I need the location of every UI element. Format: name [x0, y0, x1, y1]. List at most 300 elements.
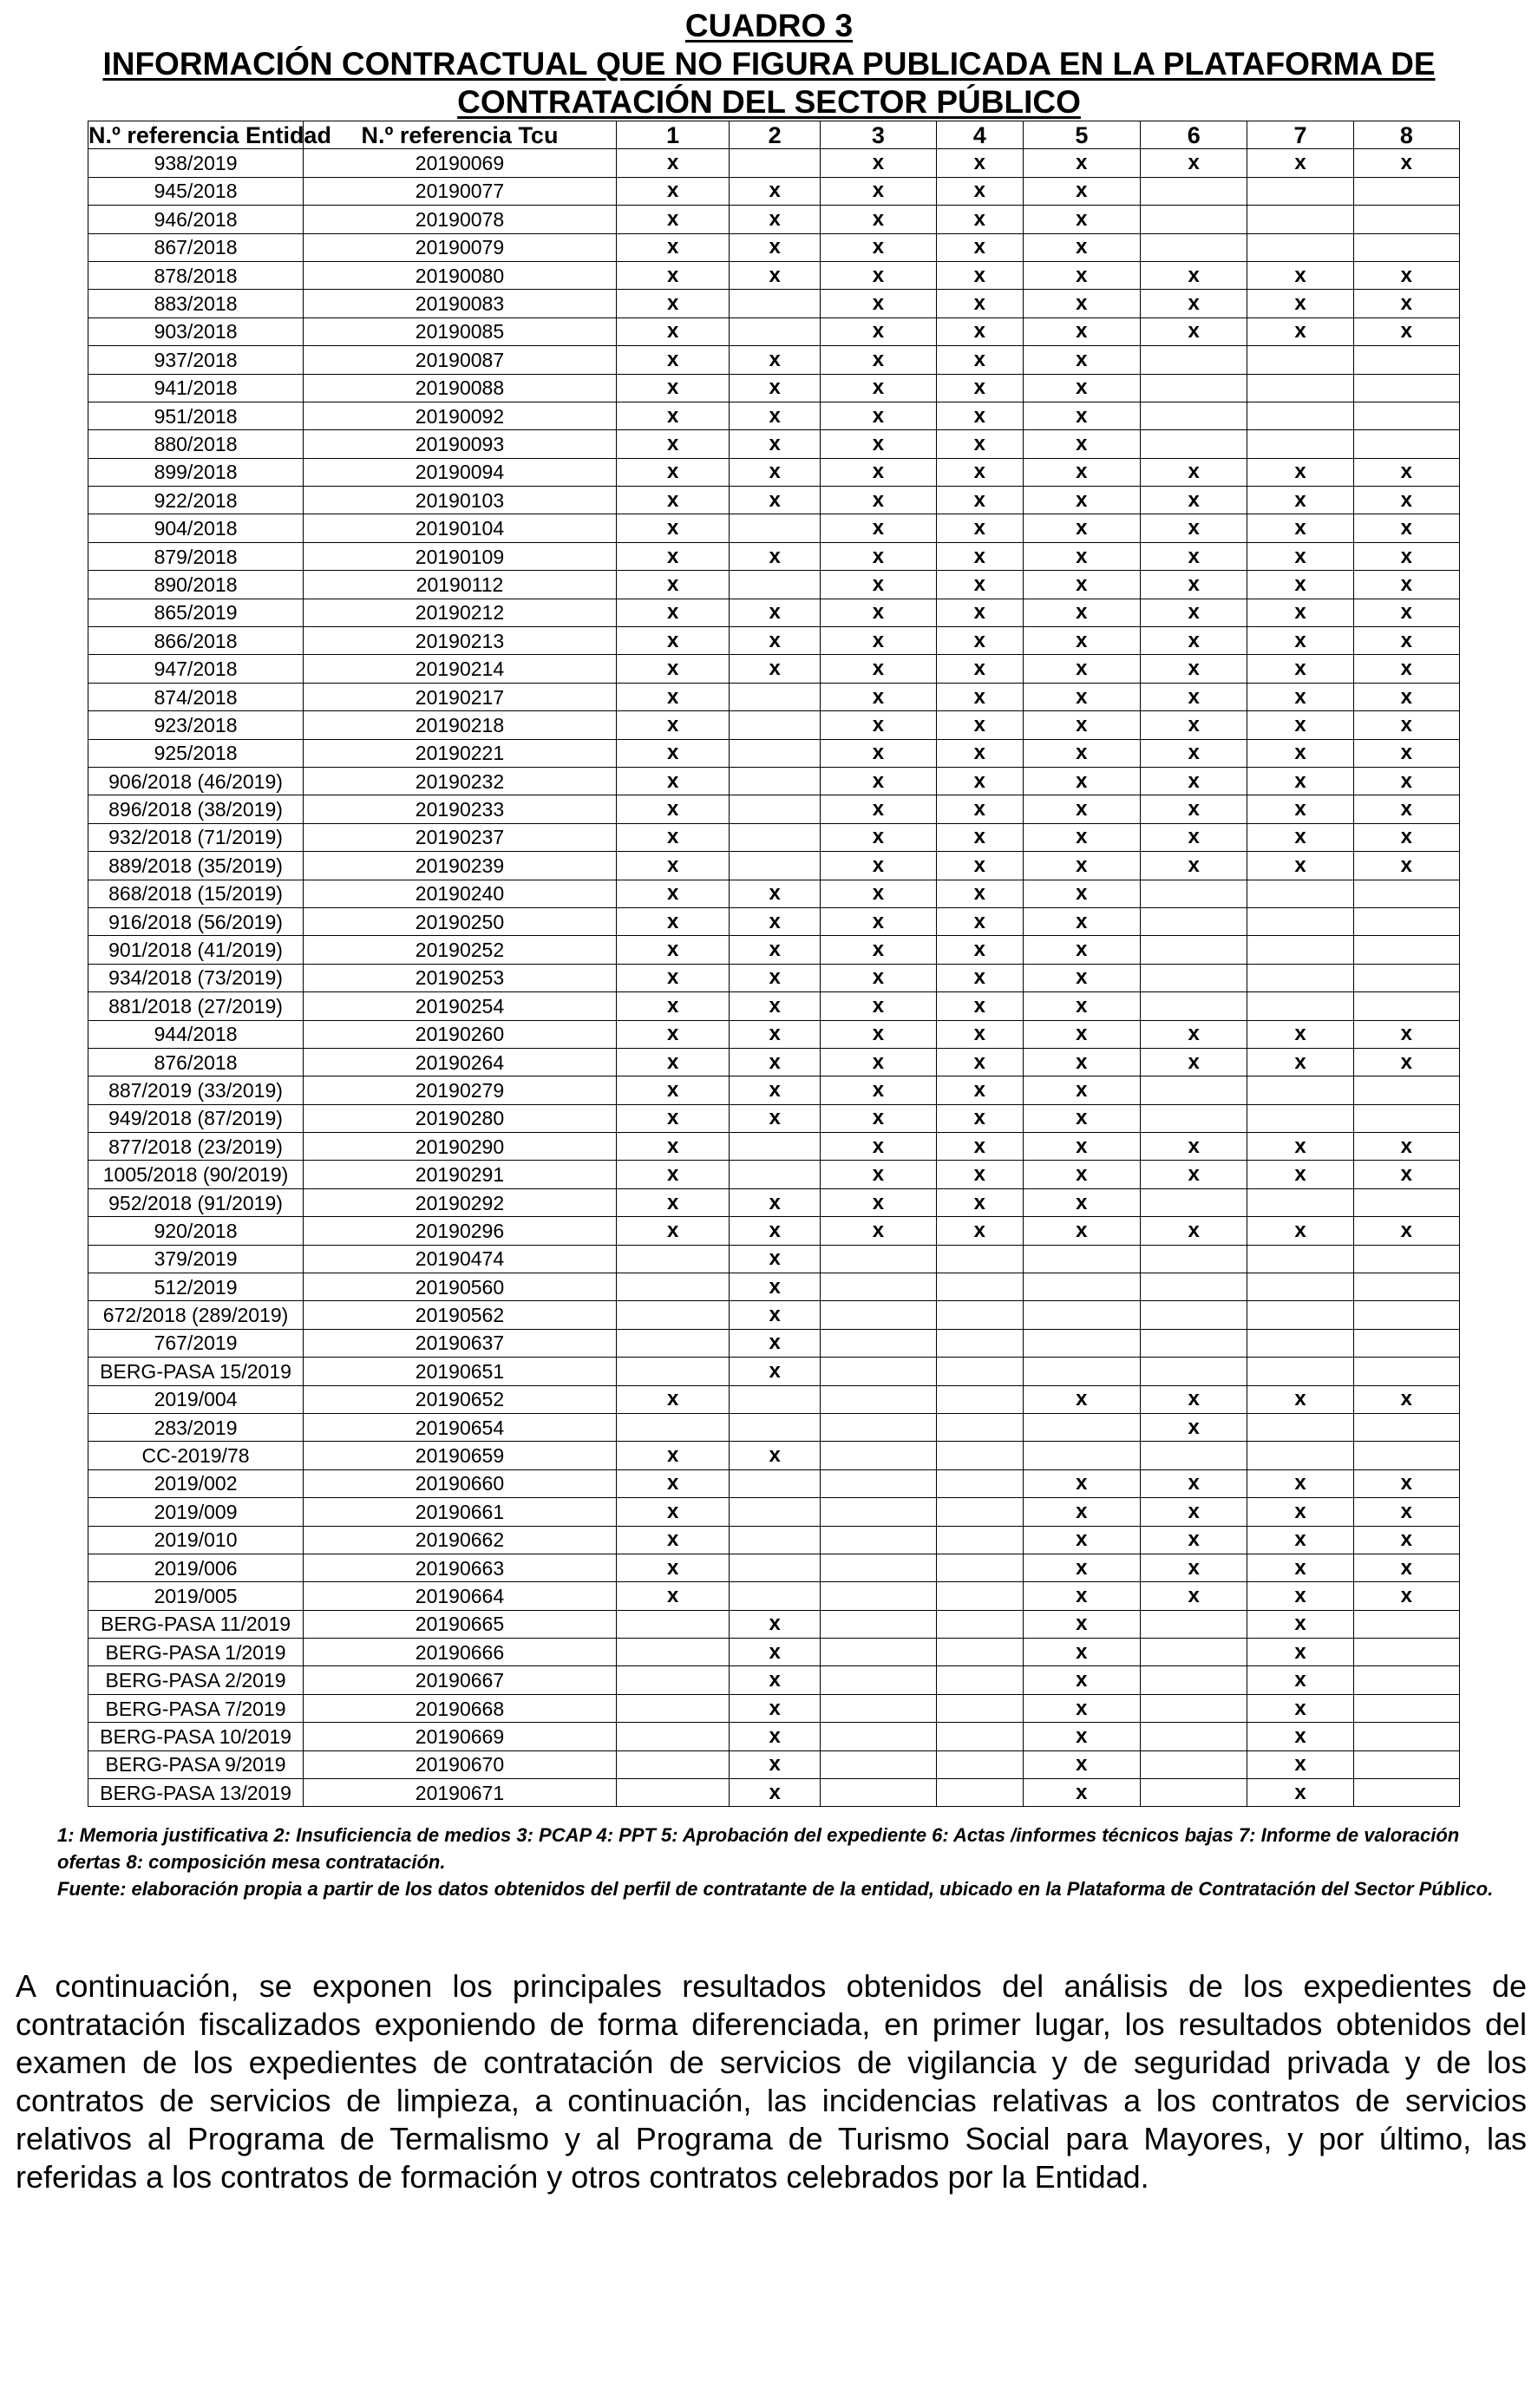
mark-cell-1: x [616, 683, 730, 710]
entity-ref-cell: 2019/006 [88, 1554, 304, 1581]
mark-cell-7: x [1247, 795, 1353, 823]
table-row [88, 1526, 1460, 1554]
mark-cell-1: x [616, 346, 730, 374]
mark-cell-4: x [937, 936, 1024, 964]
entity-ref-cell: 2019/004 [88, 1385, 304, 1413]
entity-ref-cell: BERG-PASA 2/2019 [88, 1666, 304, 1694]
table-row [88, 1582, 1460, 1610]
entity-ref-cell: 887/2019 (33/2019) [88, 1076, 304, 1104]
mark-cell-4 [937, 1413, 1024, 1441]
entity-ref-cell: 941/2018 [88, 374, 304, 402]
entity-ref-cell: 876/2018 [88, 1048, 304, 1076]
mark-cell-8 [1353, 1076, 1459, 1104]
mark-cell-3: x [820, 290, 936, 317]
mark-cell-7: x [1247, 627, 1353, 655]
mark-cell-4 [937, 1442, 1024, 1469]
mark-cell-6: x [1140, 599, 1247, 626]
mark-cell-1 [616, 1750, 730, 1778]
mark-cell-6 [1140, 964, 1247, 991]
mark-cell-3: x [820, 655, 936, 683]
entity-ref-cell: 890/2018 [88, 571, 304, 599]
mark-cell-4 [937, 1385, 1024, 1413]
mark-cell-4: x [937, 992, 1024, 1020]
tcu-ref-cell: 20190221 [304, 739, 617, 767]
mark-cell-8: x [1353, 542, 1459, 570]
table-row [88, 149, 1460, 177]
table-row [88, 767, 1460, 795]
mark-cell-5: x [1023, 1750, 1140, 1778]
entity-ref-cell: 1005/2018 (90/2019) [88, 1161, 304, 1188]
header-col-5: 5 [1023, 121, 1140, 149]
mark-cell-6: x [1140, 1048, 1247, 1076]
mark-cell-3 [820, 1329, 936, 1357]
mark-cell-3: x [820, 683, 936, 710]
mark-cell-1: x [616, 795, 730, 823]
mark-cell-1 [616, 1358, 730, 1385]
mark-cell-5: x [1023, 430, 1140, 458]
mark-cell-4: x [937, 346, 1024, 374]
mark-cell-4: x [937, 964, 1024, 991]
mark-cell-3 [820, 1245, 936, 1273]
mark-cell-8: x [1353, 1498, 1459, 1526]
mark-cell-1 [616, 1779, 730, 1807]
tcu-ref-cell: 20190279 [304, 1076, 617, 1104]
mark-cell-8 [1353, 1329, 1459, 1357]
mark-cell-8: x [1353, 1582, 1459, 1610]
mark-cell-6: x [1140, 683, 1247, 710]
mark-cell-5: x [1023, 487, 1140, 514]
mark-cell-3: x [820, 233, 936, 261]
tcu-ref-cell: 20190233 [304, 795, 617, 823]
mark-cell-8 [1353, 1245, 1459, 1273]
mark-cell-2: x [730, 206, 820, 233]
mark-cell-7 [1247, 1413, 1353, 1441]
table-row [88, 1554, 1460, 1581]
mark-cell-1 [616, 1610, 730, 1638]
mark-cell-3: x [820, 206, 936, 233]
mark-cell-3: x [820, 907, 936, 935]
entity-ref-cell: 878/2018 [88, 261, 304, 289]
mark-cell-4: x [937, 317, 1024, 345]
mark-cell-4 [937, 1329, 1024, 1357]
table-row [88, 964, 1460, 991]
table-caption [0, 7, 1538, 121]
mark-cell-4 [937, 1779, 1024, 1807]
mark-cell-8 [1353, 880, 1459, 907]
mark-cell-4 [937, 1610, 1024, 1638]
tcu-ref-cell: 20190659 [304, 1442, 617, 1469]
mark-cell-3: x [820, 1020, 936, 1048]
entity-ref-cell: 2019/009 [88, 1498, 304, 1526]
mark-cell-5: x [1023, 1469, 1140, 1497]
mark-cell-5: x [1023, 514, 1140, 542]
table-row [88, 1245, 1460, 1273]
mark-cell-3 [820, 1554, 936, 1581]
tcu-ref-cell: 20190252 [304, 936, 617, 964]
mark-cell-5: x [1023, 823, 1140, 851]
mark-cell-5: x [1023, 1161, 1140, 1188]
mark-cell-2 [730, 1413, 820, 1441]
mark-cell-5: x [1023, 206, 1140, 233]
mark-cell-7: x [1247, 1694, 1353, 1722]
mark-cell-4: x [937, 1048, 1024, 1076]
mark-cell-1: x [616, 149, 730, 177]
mark-cell-2 [730, 1554, 820, 1581]
mark-cell-4: x [937, 880, 1024, 907]
body-paragraph: A continuación, se exponen los principales resultados obtenidos del análisis de los expedientes de contratación fiscalizados exponiendo de forma diferenciada, en primer lugar, los resultados obtenidos del examen de los expedientes de contratación de servicios de vigilancia y de seguridad privada y de los contratos de servicios de limpieza, a continuación, las incidencias relativas a los contratos de servicios relativos al Programa de Termalismo y al Programa de Turismo Social para Mayores, y por último, las referidas a los contratos de formación y otros contratos celebrados por la Entidad. [16, 1968, 1527, 2195]
mark-cell-2: x [730, 1076, 820, 1104]
mark-cell-5 [1023, 1329, 1140, 1357]
mark-cell-7: x [1247, 1469, 1353, 1497]
entity-ref-cell: 866/2018 [88, 627, 304, 655]
tcu-ref-cell: 20190663 [304, 1554, 617, 1581]
tcu-ref-cell: 20190087 [304, 346, 617, 374]
mark-cell-4: x [937, 1188, 1024, 1216]
mark-cell-6 [1140, 1610, 1247, 1638]
entity-ref-cell: 925/2018 [88, 739, 304, 767]
mark-cell-4: x [937, 430, 1024, 458]
table-row [88, 1104, 1460, 1132]
mark-cell-7: x [1247, 1554, 1353, 1581]
mark-cell-6: x [1140, 1217, 1247, 1245]
mark-cell-1: x [616, 233, 730, 261]
mark-cell-2 [730, 1469, 820, 1497]
entity-ref-cell: BERG-PASA 9/2019 [88, 1750, 304, 1778]
tcu-ref-cell: 20190660 [304, 1469, 617, 1497]
mark-cell-1: x [616, 852, 730, 880]
tcu-ref-cell: 20190654 [304, 1413, 617, 1441]
mark-cell-8 [1353, 1413, 1459, 1441]
mark-cell-3: x [820, 627, 936, 655]
mark-cell-3: x [820, 1048, 936, 1076]
mark-cell-8: x [1353, 1161, 1459, 1188]
entity-ref-cell: 944/2018 [88, 1020, 304, 1048]
mark-cell-1 [616, 1639, 730, 1666]
mark-cell-1: x [616, 458, 730, 486]
mark-cell-7: x [1247, 767, 1353, 795]
mark-cell-5: x [1023, 1188, 1140, 1216]
mark-cell-5 [1023, 1413, 1140, 1441]
mark-cell-8 [1353, 964, 1459, 991]
header-col-7: 7 [1247, 121, 1353, 149]
tcu-ref-cell: 20190080 [304, 261, 617, 289]
entity-ref-cell: BERG-PASA 1/2019 [88, 1639, 304, 1666]
mark-cell-4 [937, 1639, 1024, 1666]
mark-cell-2: x [730, 1245, 820, 1273]
mark-cell-7: x [1247, 487, 1353, 514]
mark-cell-5: x [1023, 290, 1140, 317]
caption-title-line-2: CONTRATACIÓN DEL SECTOR PÚBLICO [457, 84, 1081, 120]
mark-cell-6: x [1140, 487, 1247, 514]
table-row [88, 1301, 1460, 1329]
mark-cell-3: x [820, 374, 936, 402]
entity-ref-cell: 2019/010 [88, 1526, 304, 1554]
tcu-ref-cell: 20190290 [304, 1133, 617, 1161]
mark-cell-3: x [820, 514, 936, 542]
tcu-ref-cell: 20190668 [304, 1694, 617, 1722]
mark-cell-2: x [730, 233, 820, 261]
mark-cell-6: x [1140, 542, 1247, 570]
mark-cell-4 [937, 1301, 1024, 1329]
mark-cell-1: x [616, 1526, 730, 1554]
mark-cell-2: x [730, 880, 820, 907]
mark-cell-2 [730, 290, 820, 317]
tcu-ref-cell: 20190292 [304, 1188, 617, 1216]
mark-cell-4 [937, 1750, 1024, 1778]
entity-ref-cell: 2019/002 [88, 1469, 304, 1497]
mark-cell-4: x [937, 542, 1024, 570]
mark-cell-8 [1353, 1301, 1459, 1329]
mark-cell-8: x [1353, 823, 1459, 851]
mark-cell-6 [1140, 1273, 1247, 1301]
entity-ref-cell: 874/2018 [88, 683, 304, 710]
mark-cell-7 [1247, 936, 1353, 964]
mark-cell-5: x [1023, 346, 1140, 374]
mark-cell-8 [1353, 936, 1459, 964]
entity-ref-cell: 879/2018 [88, 542, 304, 570]
mark-cell-6 [1140, 206, 1247, 233]
mark-cell-5: x [1023, 964, 1140, 991]
entity-ref-cell: 896/2018 (38/2019) [88, 795, 304, 823]
mark-cell-3 [820, 1750, 936, 1778]
mark-cell-8 [1353, 1723, 1459, 1750]
tcu-ref-cell: 20190662 [304, 1526, 617, 1554]
mark-cell-2: x [730, 907, 820, 935]
mark-cell-6 [1140, 1750, 1247, 1778]
mark-cell-3: x [820, 964, 936, 991]
mark-cell-3: x [820, 261, 936, 289]
mark-cell-5: x [1023, 627, 1140, 655]
mark-cell-2 [730, 767, 820, 795]
table-row [88, 1385, 1460, 1413]
tcu-ref-cell: 20190094 [304, 458, 617, 486]
mark-cell-7: x [1247, 317, 1353, 345]
mark-cell-8: x [1353, 571, 1459, 599]
mark-cell-6: x [1140, 1498, 1247, 1526]
table-row [88, 261, 1460, 289]
mark-cell-5 [1023, 1301, 1140, 1329]
mark-cell-4 [937, 1526, 1024, 1554]
mark-cell-4: x [937, 767, 1024, 795]
mark-cell-7: x [1247, 711, 1353, 739]
mark-cell-6: x [1140, 627, 1247, 655]
mark-cell-3: x [820, 795, 936, 823]
mark-cell-1: x [616, 655, 730, 683]
table-row [88, 823, 1460, 851]
tcu-ref-cell: 20190092 [304, 402, 617, 429]
mark-cell-7: x [1247, 599, 1353, 626]
mark-cell-6 [1140, 233, 1247, 261]
mark-cell-2: x [730, 402, 820, 429]
mark-cell-1: x [616, 290, 730, 317]
mark-cell-4: x [937, 739, 1024, 767]
tcu-ref-cell: 20190291 [304, 1161, 617, 1188]
mark-cell-1: x [616, 627, 730, 655]
mark-cell-4: x [937, 599, 1024, 626]
table-row [88, 1469, 1460, 1497]
mark-cell-4: x [937, 1161, 1024, 1188]
mark-cell-1: x [616, 1161, 730, 1188]
mark-cell-2 [730, 1582, 820, 1610]
tcu-ref-cell: 20190264 [304, 1048, 617, 1076]
mark-cell-6: x [1140, 655, 1247, 683]
mark-cell-1: x [616, 964, 730, 991]
mark-cell-5: x [1023, 1610, 1140, 1638]
mark-cell-5: x [1023, 767, 1140, 795]
tcu-ref-cell: 20190671 [304, 1779, 617, 1807]
mark-cell-5 [1023, 1442, 1140, 1469]
mark-cell-3: x [820, 936, 936, 964]
mark-cell-4: x [937, 149, 1024, 177]
entity-ref-cell: 512/2019 [88, 1273, 304, 1301]
table-row [88, 514, 1460, 542]
mark-cell-8 [1353, 430, 1459, 458]
mark-cell-2 [730, 1526, 820, 1554]
mark-cell-5: x [1023, 739, 1140, 767]
mark-cell-4: x [937, 655, 1024, 683]
mark-cell-7 [1247, 992, 1353, 1020]
tcu-ref-cell: 20190280 [304, 1104, 617, 1132]
tcu-ref-cell: 20190637 [304, 1329, 617, 1357]
mark-cell-6 [1140, 936, 1247, 964]
mark-cell-8 [1353, 1610, 1459, 1638]
mark-cell-2 [730, 739, 820, 767]
table-row [88, 571, 1460, 599]
entity-ref-cell: 906/2018 (46/2019) [88, 767, 304, 795]
table-row [88, 1217, 1460, 1245]
mark-cell-6: x [1140, 1020, 1247, 1048]
mark-cell-8: x [1353, 149, 1459, 177]
mark-cell-7: x [1247, 1639, 1353, 1666]
table-header-row [88, 121, 1460, 149]
mark-cell-8 [1353, 233, 1459, 261]
mark-cell-2: x [730, 1779, 820, 1807]
table-row [88, 487, 1460, 514]
tcu-ref-cell: 20190212 [304, 599, 617, 626]
mark-cell-7 [1247, 880, 1353, 907]
entity-ref-cell: 881/2018 (27/2019) [88, 992, 304, 1020]
mark-cell-2 [730, 317, 820, 345]
mark-cell-7: x [1247, 1779, 1353, 1807]
mark-cell-5: x [1023, 1723, 1140, 1750]
entity-ref-cell: 949/2018 (87/2019) [88, 1104, 304, 1132]
mark-cell-1: x [616, 1188, 730, 1216]
mark-cell-8 [1353, 346, 1459, 374]
entity-ref-cell: BERG-PASA 13/2019 [88, 1779, 304, 1807]
mark-cell-2: x [730, 1442, 820, 1469]
table-row [88, 1076, 1460, 1104]
mark-cell-7: x [1247, 1750, 1353, 1778]
mark-cell-4: x [937, 683, 1024, 710]
table-row [88, 1273, 1460, 1301]
mark-cell-2: x [730, 627, 820, 655]
tcu-ref-cell: 20190078 [304, 206, 617, 233]
tcu-ref-cell: 20190664 [304, 1582, 617, 1610]
mark-cell-7: x [1247, 739, 1353, 767]
mark-cell-5: x [1023, 795, 1140, 823]
mark-cell-5: x [1023, 1498, 1140, 1526]
mark-cell-2 [730, 795, 820, 823]
mark-cell-7 [1247, 374, 1353, 402]
mark-cell-4: x [937, 1133, 1024, 1161]
mark-cell-2: x [730, 374, 820, 402]
mark-cell-2 [730, 149, 820, 177]
mark-cell-5: x [1023, 571, 1140, 599]
mark-cell-3: x [820, 739, 936, 767]
mark-cell-5: x [1023, 936, 1140, 964]
mark-cell-6: x [1140, 458, 1247, 486]
mark-cell-6: x [1140, 1469, 1247, 1497]
tcu-ref-cell: 20190214 [304, 655, 617, 683]
mark-cell-8 [1353, 907, 1459, 935]
mark-cell-7: x [1247, 542, 1353, 570]
mark-cell-5: x [1023, 1554, 1140, 1581]
tcu-ref-cell: 20190232 [304, 767, 617, 795]
tcu-ref-cell: 20190652 [304, 1385, 617, 1413]
mark-cell-7 [1247, 177, 1353, 205]
mark-cell-2 [730, 711, 820, 739]
mark-cell-6: x [1140, 149, 1247, 177]
mark-cell-3: x [820, 571, 936, 599]
mark-cell-7 [1247, 907, 1353, 935]
mark-cell-3: x [820, 1104, 936, 1132]
mark-cell-5: x [1023, 1076, 1140, 1104]
mark-cell-1: x [616, 1020, 730, 1048]
mark-cell-4: x [937, 627, 1024, 655]
mark-cell-1: x [616, 487, 730, 514]
tcu-ref-cell: 20190665 [304, 1610, 617, 1638]
caption-title-line-1: INFORMACIÓN CONTRACTUAL QUE NO FIGURA PUBLICADA EN LA PLATAFORMA DE [102, 46, 1436, 82]
mark-cell-6 [1140, 992, 1247, 1020]
header-col-1: 1 [616, 121, 730, 149]
tcu-ref-cell: 20190217 [304, 683, 617, 710]
mark-cell-1 [616, 1666, 730, 1694]
table-row [88, 599, 1460, 626]
mark-cell-8: x [1353, 1217, 1459, 1245]
tcu-ref-cell: 20190666 [304, 1639, 617, 1666]
mark-cell-5: x [1023, 711, 1140, 739]
mark-cell-1: x [616, 711, 730, 739]
mark-cell-1: x [616, 1048, 730, 1076]
legend-note: 1: Memoria justificativa 2: Insuficiencia de medios 3: PCAP 4: PPT 5: Aprobación del expediente 6: Actas /informes técnicos bajas 7: Informe de valoración ofertas 8: composición mesa contratación. [57, 1824, 1460, 1873]
mark-cell-8: x [1353, 290, 1459, 317]
mark-cell-5: x [1023, 1217, 1140, 1245]
mark-cell-2 [730, 852, 820, 880]
mark-cell-6 [1140, 907, 1247, 935]
mark-cell-4: x [937, 571, 1024, 599]
table-row [88, 542, 1460, 570]
mark-cell-3 [820, 1498, 936, 1526]
mark-cell-1: x [616, 430, 730, 458]
tcu-ref-cell: 20190562 [304, 1301, 617, 1329]
entity-ref-cell: 916/2018 (56/2019) [88, 907, 304, 935]
mark-cell-2 [730, 1498, 820, 1526]
entity-ref-cell: 868/2018 (15/2019) [88, 880, 304, 907]
mark-cell-8: x [1353, 599, 1459, 626]
mark-cell-5: x [1023, 261, 1140, 289]
mark-cell-5: x [1023, 1779, 1140, 1807]
mark-cell-4: x [937, 514, 1024, 542]
mark-cell-1 [616, 1329, 730, 1357]
mark-cell-8: x [1353, 458, 1459, 486]
mark-cell-6: x [1140, 1526, 1247, 1554]
mark-cell-8 [1353, 206, 1459, 233]
entity-ref-cell: 899/2018 [88, 458, 304, 486]
entity-ref-cell: BERG-PASA 7/2019 [88, 1694, 304, 1722]
mark-cell-2: x [730, 1610, 820, 1638]
table-row [88, 1779, 1460, 1807]
tcu-ref-cell: 20190254 [304, 992, 617, 1020]
